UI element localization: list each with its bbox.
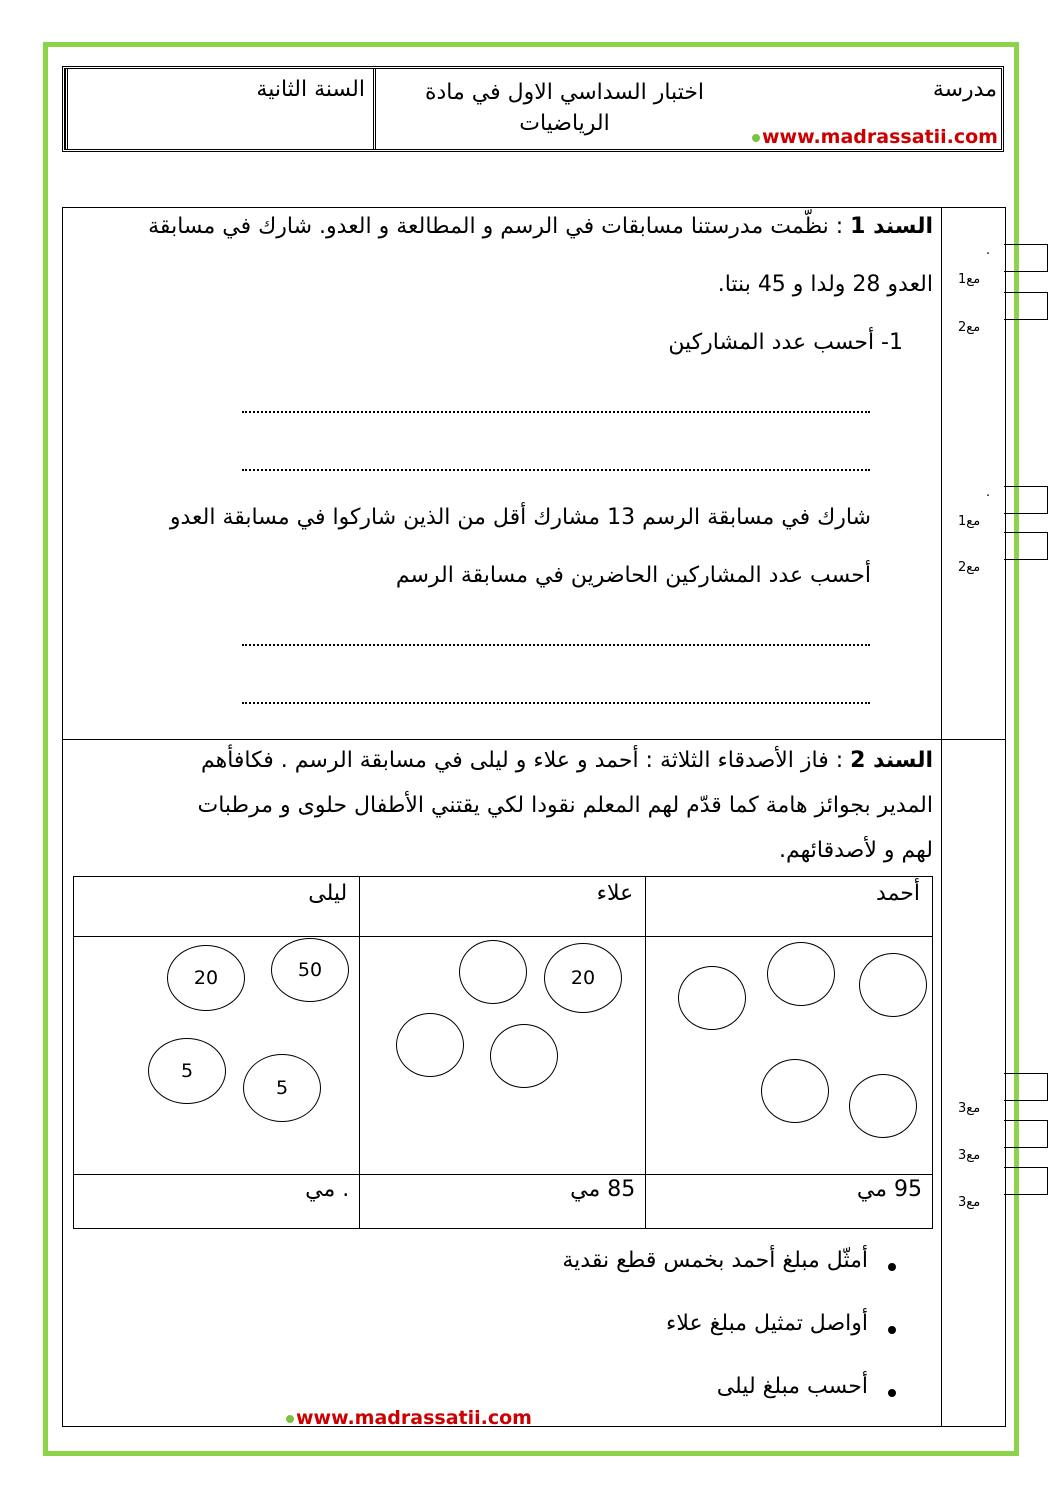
grade-dot: . [986, 485, 991, 500]
section1-heading: السند 1 [850, 214, 933, 239]
section1-question2-line2: أحسب عدد المشاركين الحاضرين في مسابقة الرسم [395, 563, 871, 588]
grade-label-m1: مع1 [958, 514, 981, 529]
grade-box [1004, 486, 1048, 514]
logo-dot-icon [286, 1415, 294, 1423]
coin-circle [761, 1059, 829, 1123]
name-cell [360, 877, 646, 937]
amount-cell [646, 1175, 933, 1229]
answer-line [242, 643, 870, 646]
coin-circle [767, 942, 835, 1006]
name-layla: ليلى [308, 881, 348, 906]
bullet-icon [888, 1326, 896, 1334]
section2-text1: : فاز الأصدقاء الثلاثة : أحمد و علاء و ليلى في مسابقة الرسم . فكافأهم [200, 748, 851, 773]
coin-20: 20 [544, 943, 622, 1013]
amount-cell [74, 1175, 360, 1229]
grade-box [1004, 1167, 1048, 1195]
amount-cell [360, 1175, 646, 1229]
logo-dot-icon [752, 134, 760, 142]
section2-line3: لهم و لأصدقائهم. [779, 838, 933, 863]
amount-alaa: 85 مي [570, 1177, 636, 1202]
name-cell [646, 877, 933, 937]
section1-line2: العدو 28 ولدا و 45 بنتا. [717, 272, 933, 297]
grade-label-m3: مع3 [958, 1148, 981, 1163]
name-ahmed: أحمد [876, 881, 920, 906]
section1-text1: : نظّمت مدرستنا مسابقات في الرسم و المطالعة و العدو. شارك في مسابقة [148, 214, 851, 239]
amount-ahmed: 95 مي [856, 1177, 922, 1202]
year-label: السنة الثانية [256, 77, 365, 102]
year-cell [65, 69, 373, 149]
answer-line [242, 468, 870, 471]
bullet-icon [888, 1263, 896, 1271]
grade-label-m2: مع2 [958, 320, 981, 335]
section-divider [62, 739, 1006, 740]
section2-heading: السند 2 [850, 748, 933, 773]
grade-box [1004, 532, 1048, 560]
amount-layla: . مي [305, 1177, 350, 1202]
grade-box [1004, 244, 1048, 272]
grade-box [1004, 292, 1048, 320]
coin-20: 20 [167, 945, 245, 1011]
section2-line1 [73, 748, 933, 773]
grade-label-m2: مع2 [958, 560, 981, 575]
grade-box [1004, 1120, 1048, 1148]
section1-question2-line1: شارك في مسابقة الرسم 13 مشارك أقل من الذين شاركوا في مسابقة العدو [169, 505, 871, 530]
task-2: أواصل تمثيل مبلغ علاء [666, 1311, 868, 1336]
section1-line1 [73, 214, 933, 239]
watermark-top: www.madrassatii.com [752, 126, 998, 148]
coin-circle [459, 940, 527, 1004]
coin-5: 5 [148, 1038, 226, 1104]
margin-divider [941, 207, 942, 1427]
coin-circle [678, 966, 746, 1030]
coin-circle [849, 1074, 917, 1138]
answer-line [242, 701, 870, 704]
task-1: أمثّل مبلغ أحمد بخمس قطع نقدية [562, 1248, 868, 1273]
coin-5: 5 [243, 1054, 321, 1122]
section1-question1: 1- أحسب عدد المشاركين [668, 330, 903, 355]
school-label: مدرسة [932, 77, 997, 102]
exam-title-line1: اختبار السداسي الاول في مادة [424, 80, 705, 105]
grade-label-m3: مع3 [958, 1195, 981, 1210]
coin-circle [859, 953, 927, 1017]
section2-line2: المدير بجوائز هامة كما قدّم لهم المعلم نقودا لكي يقتني الأطفال حلوى و مرطبات [197, 793, 933, 818]
name-alaa: علاء [596, 881, 634, 906]
grade-label-m1: مع1 [958, 272, 981, 287]
bullet-icon [888, 1389, 896, 1397]
grade-dot: . [986, 243, 991, 258]
grade-label-m3: مع3 [958, 1101, 981, 1116]
watermark-bottom: www.madrassatii.com [286, 1407, 532, 1429]
exam-title-line2: الرياضيات [519, 111, 610, 136]
exam-title-cell [373, 69, 753, 149]
grade-box [1004, 1073, 1048, 1101]
coin-50: 50 [271, 938, 349, 1002]
name-cell [74, 877, 360, 937]
task-3: أحسب مبلغ ليلى [716, 1374, 868, 1399]
coin-circle [396, 1013, 464, 1077]
coin-circle [490, 1024, 558, 1088]
answer-line [242, 410, 870, 413]
